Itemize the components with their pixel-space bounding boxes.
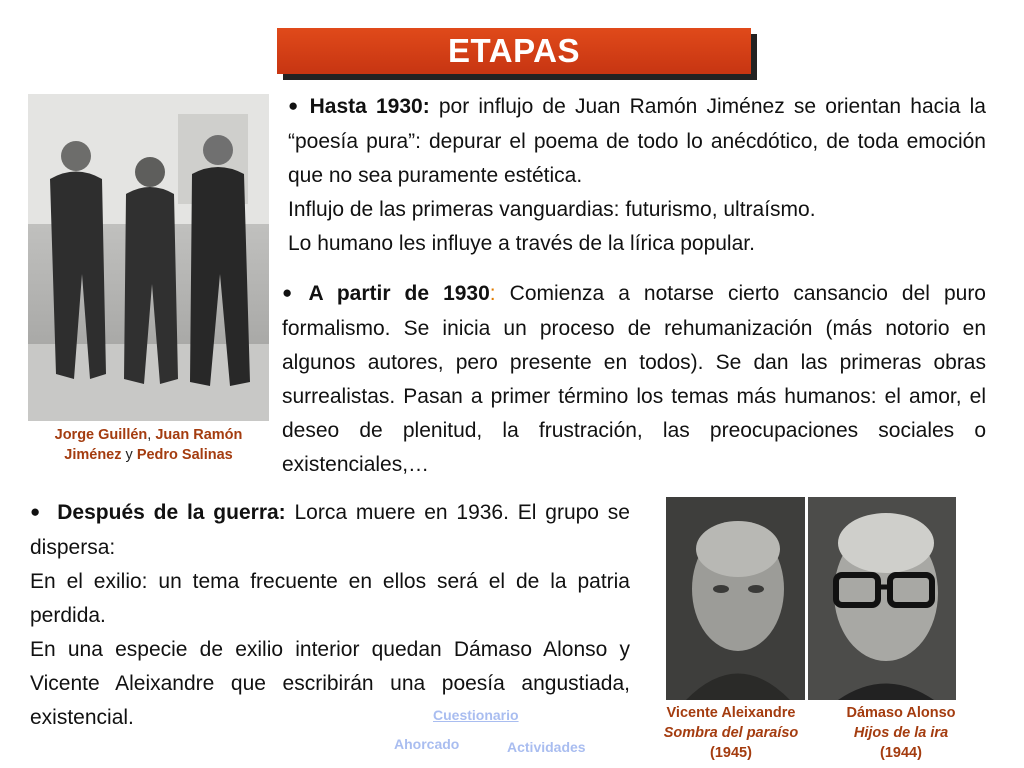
caption-name-guillen: Jorge Guillén [54,427,148,443]
section-hasta-1930 [288,90,986,261]
section-heading: Hasta 1930: [309,95,430,118]
group-photo-figures [28,94,269,421]
caption-name-salinas: Pedro Salinas [136,447,233,463]
section-text: Lorca muere en 1936. El grupo se dispersa: [30,501,630,559]
bullet-icon: ● [288,96,302,115]
aleixandre-portrait [666,497,805,700]
book-title: Hijos de la ira [853,725,949,741]
actividades-link[interactable]: Actividades [507,739,586,755]
section-text: Comienza a notarse cierto cansancio del puro formalismo. Se inicia un proceso de rehumanización (más notorio en algunos autores, pero presente en todos). Se dan las primeras obras surrealistas. Pasan a primer término los temas más humanos: el amor, el deseo de plenitud, la frustración, las preocupaciones sociales o existenciales,… [282,282,986,476]
caption-separator: , [147,427,156,443]
author-name: Vicente Aleixandre [666,705,796,721]
section-text: En el exilio: un tema frecuente en ellos será el de la patria perdida. [30,570,630,627]
section-heading: Después de la guerra: [57,501,286,524]
title-banner [277,28,751,74]
section-heading: A partir de 1930 [308,282,490,305]
book-year: (1944) [880,745,922,761]
section-text: Influjo de las primeras vanguardias: futurismo, ultraísmo. [288,198,816,221]
book-title: Sombra del paraíso [663,725,799,741]
bullet-icon: ● [282,283,301,302]
author-name: Dámaso Alonso [846,705,956,721]
group-photo [28,94,269,421]
group-photo-caption [28,425,269,465]
aleixandre-photo [666,497,805,700]
alonso-portrait [808,497,956,700]
section-despues-guerra [30,496,630,735]
heading-colon: : [489,282,496,305]
section-text: por influjo de Juan Ramón Jiménez se orientan hacia la “poesía pura”: depurar el poema de todo lo anécdótico, de toda emoción que no sea puramente estética. [288,95,986,187]
ahorcado-link[interactable]: Ahorcado [394,736,460,752]
bullet-icon: ● [30,502,44,521]
section-text: En una especie de exilio interior quedan Dámaso Alonso y Vicente Aleixandre que escribirán una poesía angustiada, existencial. [30,638,630,729]
page-title: ETAPAS [448,32,580,69]
cuestionario-link[interactable]: Cuestionario [433,707,519,723]
alonso-photo [808,497,956,700]
alonso-caption [818,703,984,763]
caption-separator: y [121,447,137,463]
section-text: Lo humano les influye a través de la lírica popular. [288,232,755,255]
aleixandre-caption [645,703,817,763]
section-a-partir-1930 [282,277,986,482]
book-year: (1945) [710,745,752,761]
caption-name-jimenez: Juan Ramón Jiménez [64,427,243,463]
